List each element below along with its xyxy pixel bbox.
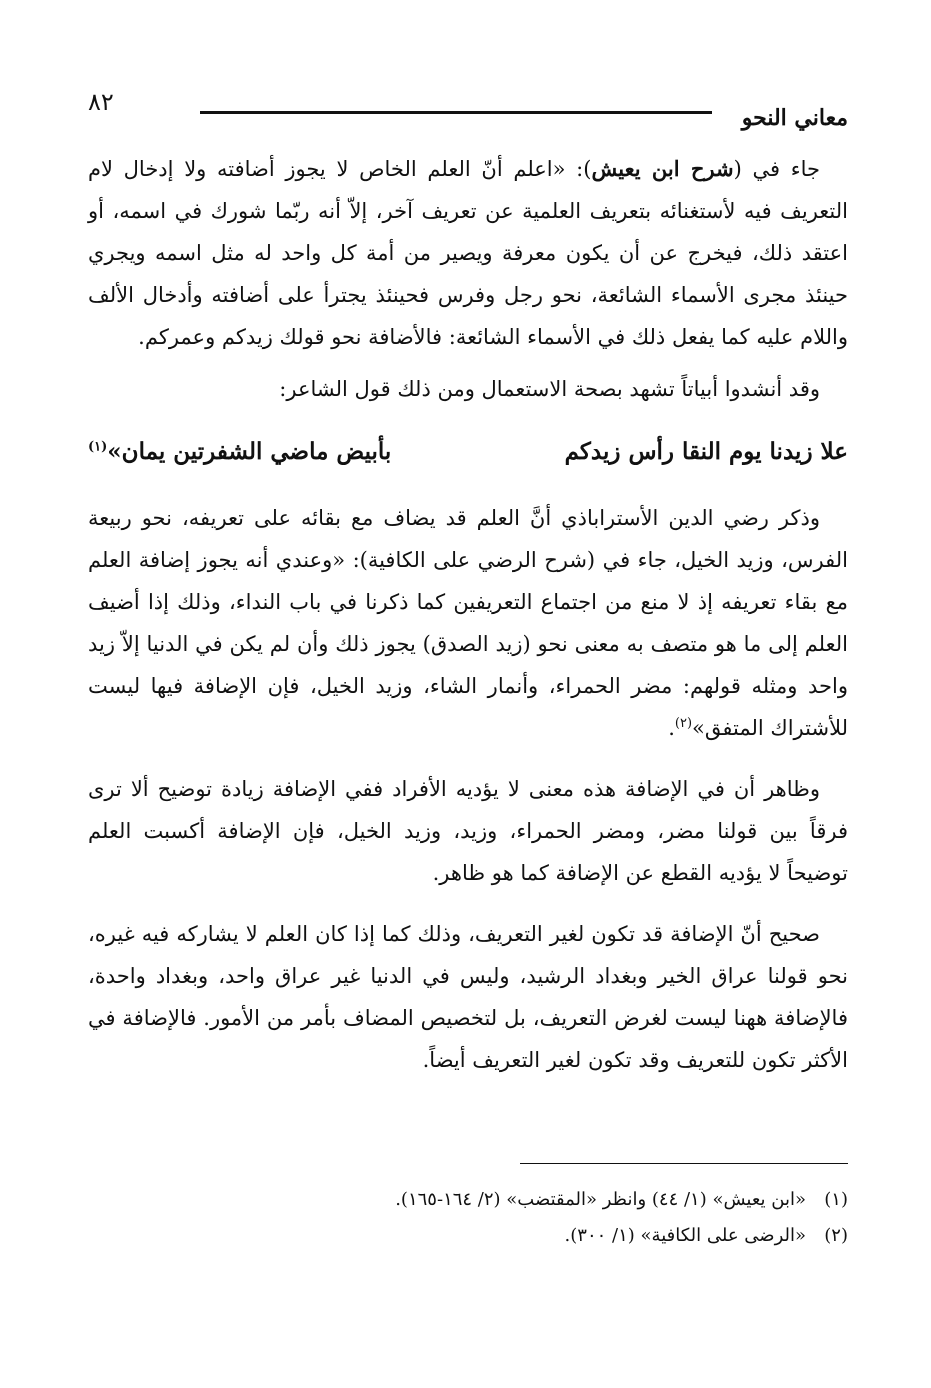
footnote-rule [520, 1163, 848, 1164]
footnote-number: (٢) [824, 1225, 848, 1246]
verse-second-hemistich [88, 429, 391, 475]
paragraph-3 [88, 497, 848, 749]
paragraph-3-end: . [668, 716, 675, 740]
footnote-number: (١) [824, 1189, 848, 1210]
paragraph-1-quote: ): «اعلم أنّ العلم الخاص لا يجوز أضافته ولا إدخال لام التعريف فيه لأستغنائه بتعريف العلمية عن تعريف آخر، إلاّ أنه ربّما شورك في اسمه، أو اعتقد ذلك، فيخرج عن أن يكون معرفة ويصير من أمة كل واحد له مثل اسمه ويجري حينئذ مجرى الأسماء الشائعة، نحو رجل وفرس فحينئذ يجترأ على أضافته وأدخال الألف واللام عليه كما يفعل ذلك في الأسماء الشائعة: فالأضافة نحو قولك زيدكم وعمركم. [88, 157, 848, 349]
paragraph-1-lead: جاء في ( [733, 157, 820, 181]
main-text [88, 148, 848, 1100]
footnote-text: «الرضى على الكافية» (١/ ٣٠٠). [564, 1225, 806, 1246]
footnote [88, 1218, 848, 1254]
footnote [88, 1182, 848, 1218]
page-header [88, 84, 848, 134]
footnotes [88, 1182, 848, 1254]
page-number: ٨٢ [88, 88, 114, 116]
footnote-ref-1: (١) [88, 439, 108, 455]
paragraph-1 [88, 148, 848, 358]
verse-first-hemistich: علا زيدنا يوم النقا رأس زيدكم [564, 438, 848, 465]
footnote-ref-2: (٢) [674, 716, 693, 731]
header-rule [200, 111, 712, 114]
poetry-verse [88, 429, 848, 475]
paragraph-5: صحيح أنّ الإضافة قد تكون لغير التعريف، وذلك كما إذا كان العلم لا يشاركه فيه غيره، نحو قولنا عراق الخير وبغداد الرشيد، وليس في الدنيا غير عراق واحد، وبغداد واحدة، فالإضافة ههنا ليست لغرض التعريف، بل لتخصيص المضاف بأمر من الأمور. فالإضافة في الأكثر تكون للتعريف وقد تكون لغير التعريف أيضاً. [88, 922, 848, 1072]
paragraph-3-text: وذكر رضي الدين الأستراباذي أنَّ العلم قد يضاف مع بقائه على تعريفه، نحو ربيعة الفرس، وزيد الخيل، جاء في (شرح الرضي على الكافية): «وعندي أنه يجوز إضافة العلم مع بقاء تعريفه إذ لا منع من اجتماع التعريفين كما ذكرنا في باب النداء، وذلك إذا أضيف العلم إلى ما هو متصف به معنى نحو (زيد الصدق) يجوز ذلك وأن لم يكن في الدنيا إلاّ زيد واحد ومثله قولهم: مضر الحمراء، وأنمار الشاء، وزيد الخيل، فإن الإضافة فيها ليست للأشتراك المتفق» [88, 506, 848, 740]
verse-second-text: بأبيض ماضي الشفرتين يمان» [107, 438, 392, 465]
footnote-text: «ابن يعيش» (١/ ٤٤) وانظر «المقتضب» (٢/ ١٦٤-١٦٥). [395, 1189, 806, 1210]
paragraph-2: وقد أنشدوا أبياتاً تشهد بصحة الاستعمال ومن ذلك قول الشاعر: [279, 377, 820, 401]
source-title: شرح ابن يعيش [591, 156, 734, 181]
paragraph-4: وظاهر أن في الإضافة هذه معنى لا يؤديه الأفراد ففي الإضافة زيادة توضيح ألا ترى فرقاً بين قولنا مضر، ومضر الحمراء، وزيد، وزيد الخيل، فإن الإضافة أكسبت العلم توضيحاً لا يؤديه القطع عن الإضافة كما هو ظاهر. [88, 777, 848, 885]
running-title: معاني النحو [741, 105, 848, 131]
